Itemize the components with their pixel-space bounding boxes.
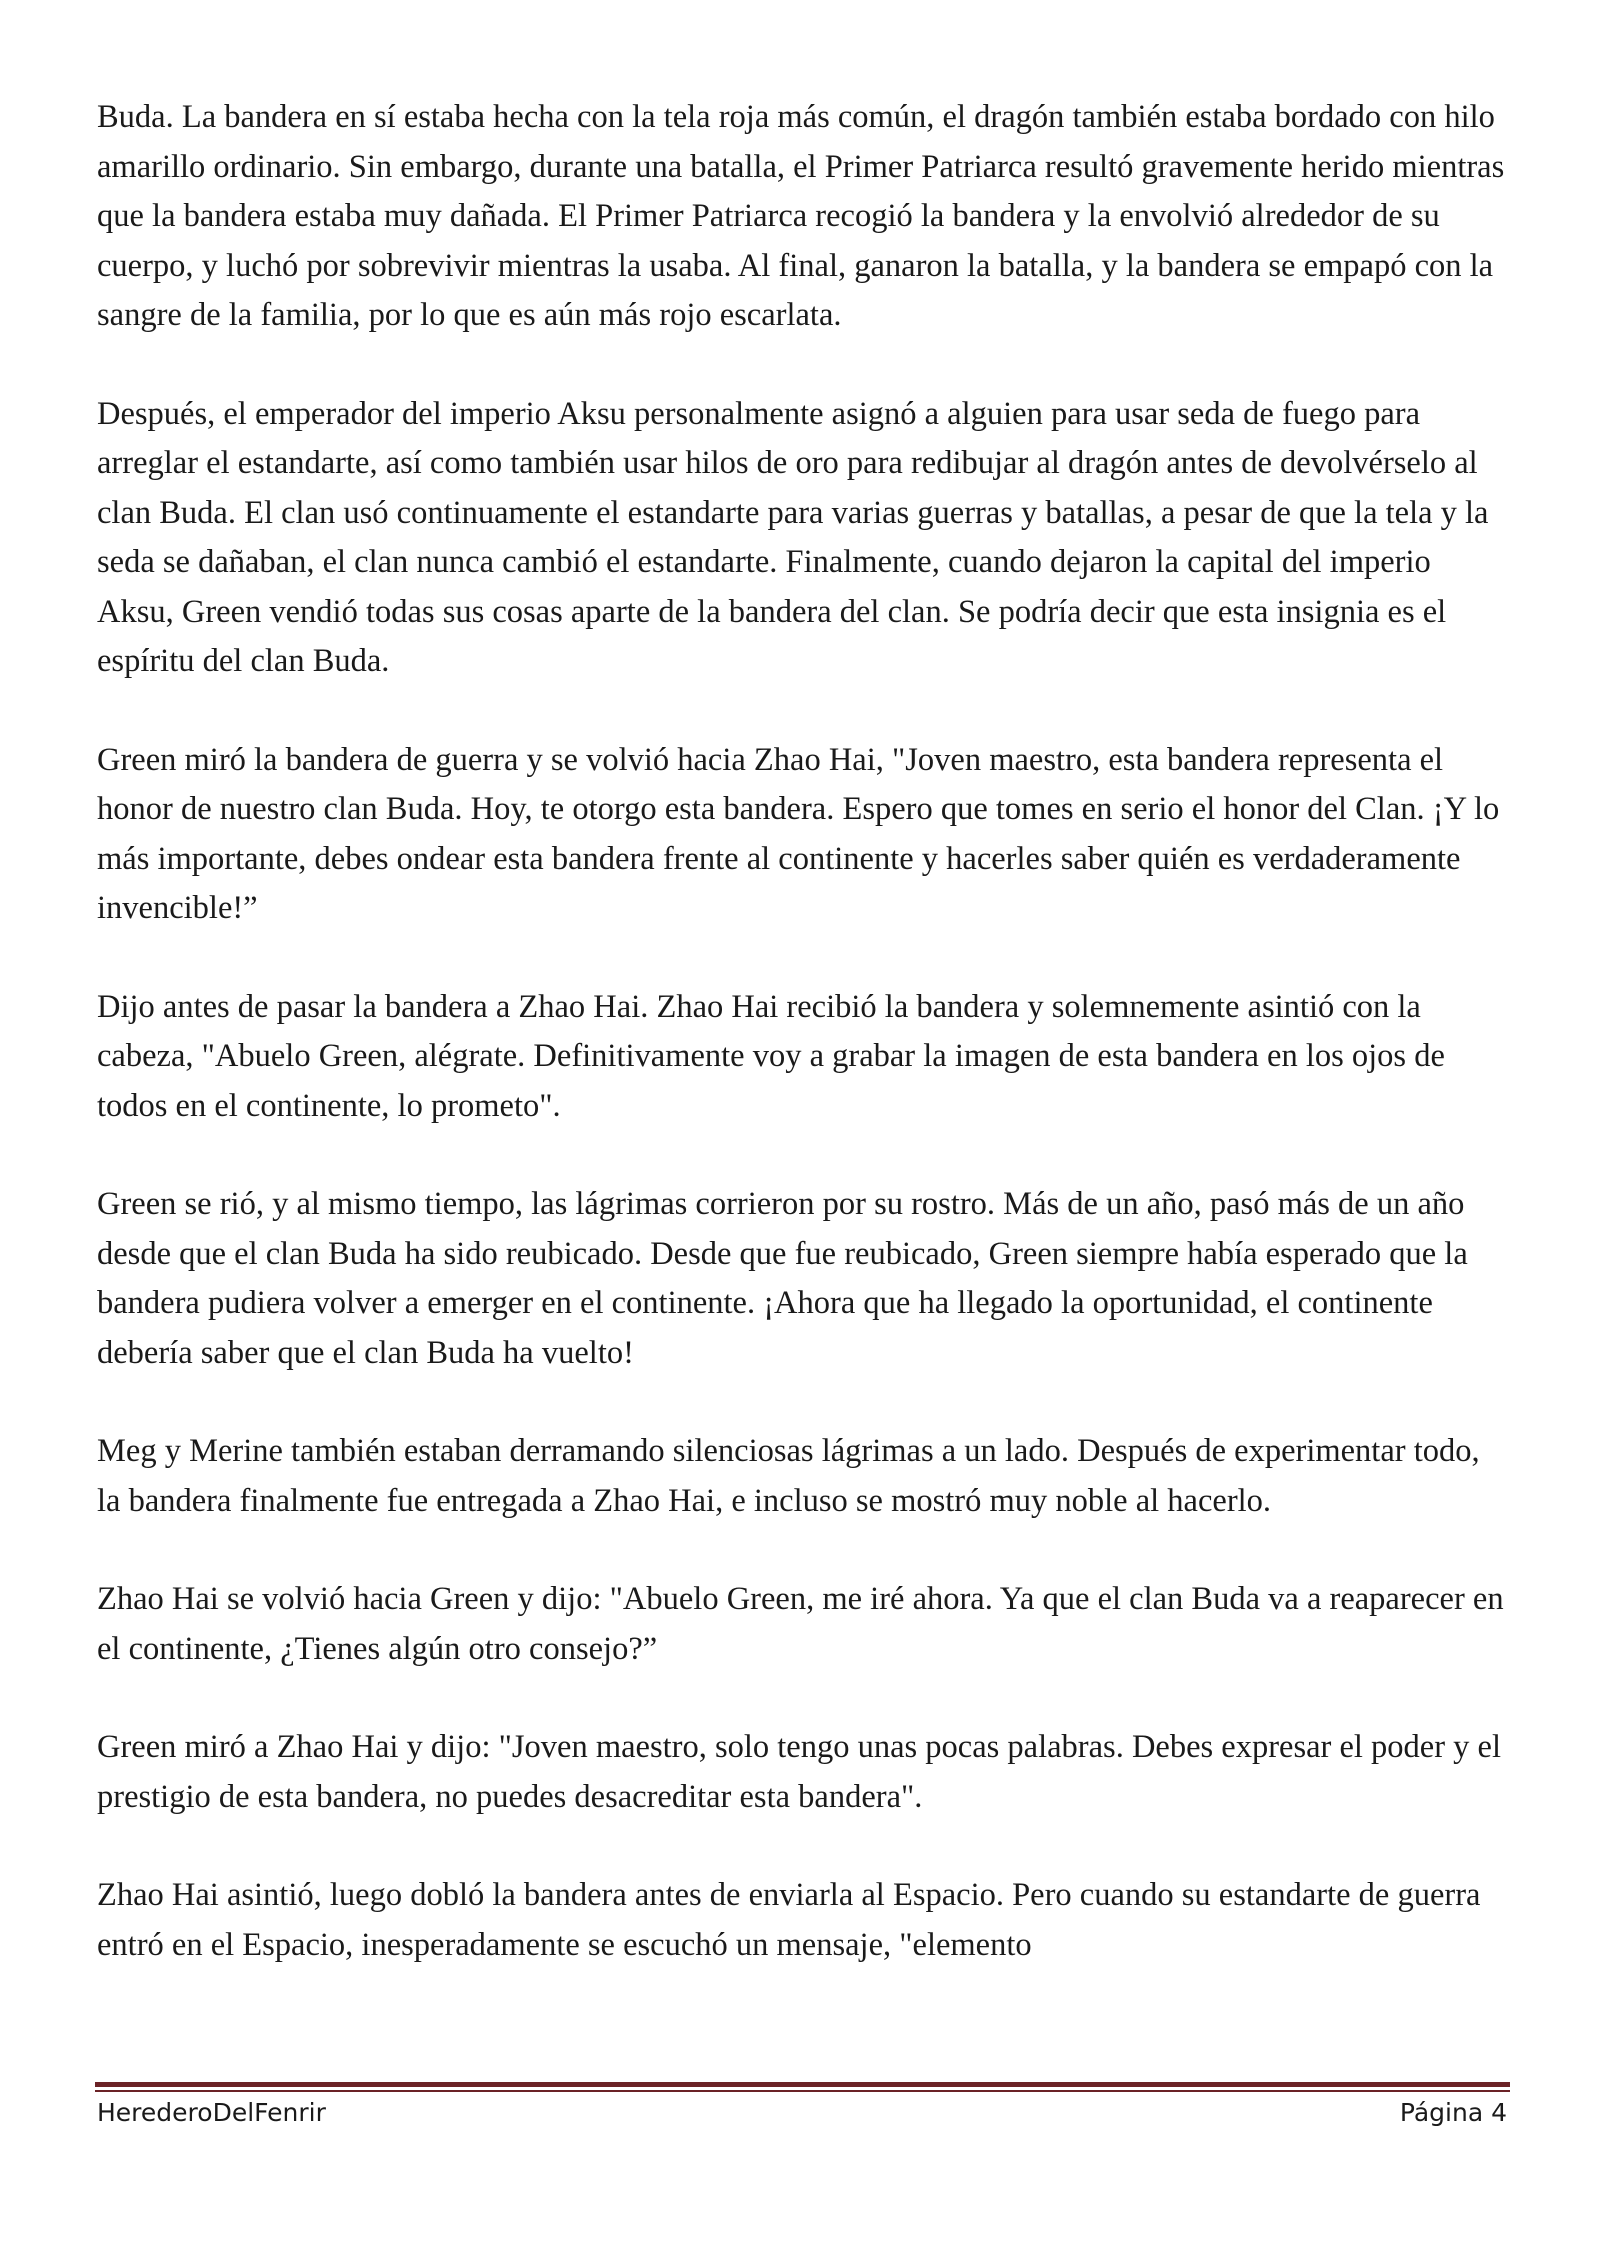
paragraph: Green miró la bandera de guerra y se volvió hacia Zhao Hai, "Joven maestro, esta bandera representa el honor de nuestro clan Buda. Hoy, te otorgo esta bandera. Espero que tomes en serio el honor del Clan. ¡Y lo más importante, debes ondear esta bandera frente al continente y hacerles saber quién es verdaderamente invencible!” (97, 741, 1500, 926)
paragraph: Meg y Merine también estaban derramando silenciosas lágrimas a un lado. Después de experimentar todo, la bandera finalmente fue entregada a Zhao Hai, e incluso se mostró muy noble al hacerlo. (97, 1433, 1480, 1519)
footer-divider-thick (95, 2082, 1510, 2087)
page-body (97, 93, 1507, 2019)
footer-author: HerederoDelFenrir (97, 2098, 326, 2127)
paragraph: Green se rió, y al mismo tiempo, las lágrimas corrieron por su rostro. Más de un año, pasó más de un año desde que el clan Buda ha sido reubicado. Desde que fue reubicado, Green siempre había esperado que la bandera pudiera volver a emerger en el continente. ¡Ahora que ha llegado la oportunidad, el continente debería saber que el clan Buda ha vuelto! (97, 1186, 1468, 1371)
paragraph: Después, el emperador del imperio Aksu personalmente asignó a alguien para usar seda de fuego para arreglar el estandarte, así como también usar hilos de oro para redibujar al dragón antes de devolvérselo al clan Buda. El clan usó continuamente el estandarte para varias guerras y batallas, a pesar de que la tela y la seda se dañaban, el clan nunca cambió el estandarte. Finalmente, cuando dejaron la capital del imperio Aksu, Green vendió todas sus cosas aparte de la bandera del clan. Se podría decir que esta insignia es el espíritu del clan Buda. (97, 395, 1489, 679)
paragraph: Zhao Hai asintió, luego dobló la bandera antes de enviarla al Espacio. Pero cuando su estandarte de guerra entró en el Espacio, inesperadamente se escuchó un mensaje, "elemento (97, 1877, 1481, 1963)
paragraph: Dijo antes de pasar la bandera a Zhao Hai. Zhao Hai recibió la bandera y solemnemente asintió con la cabeza, "Abuelo Green, alégrate. Definitivamente voy a grabar la imagen de esta bandera en los ojos de todos en el continente, lo prometo". (97, 988, 1445, 1124)
footer-divider (95, 2082, 1510, 2092)
page-footer (97, 2098, 1507, 2138)
footer-page-number: Página 4 (1399, 2098, 1507, 2127)
paragraph: Zhao Hai se volvió hacia Green y dijo: "Abuelo Green, me iré ahora. Ya que el clan Buda va a reaparecer en el continente, ¿Tienes algún otro consejo?” (97, 1581, 1504, 1667)
paragraph: Buda. La bandera en sí estaba hecha con la tela roja más común, el dragón también estaba bordado con hilo amarillo ordinario. Sin embargo, durante una batalla, el Primer Patriarca resultó gravemente herido mientras que la bandera estaba muy dañada. El Primer Patriarca recogió la bandera y la envolvió alrededor de su cuerpo, y luchó por sobrevivir mientras la usaba. Al final, ganaron la batalla, y la bandera se empapó con la sangre de la familia, por lo que es aún más rojo escarlata. (97, 99, 1505, 333)
paragraph: Green miró a Zhao Hai y dijo: "Joven maestro, solo tengo unas pocas palabras. Debes expresar el poder y el prestigio de esta bandera, no puedes desacreditar esta bandera". (97, 1729, 1502, 1815)
footer-divider-thin (95, 2090, 1510, 2092)
